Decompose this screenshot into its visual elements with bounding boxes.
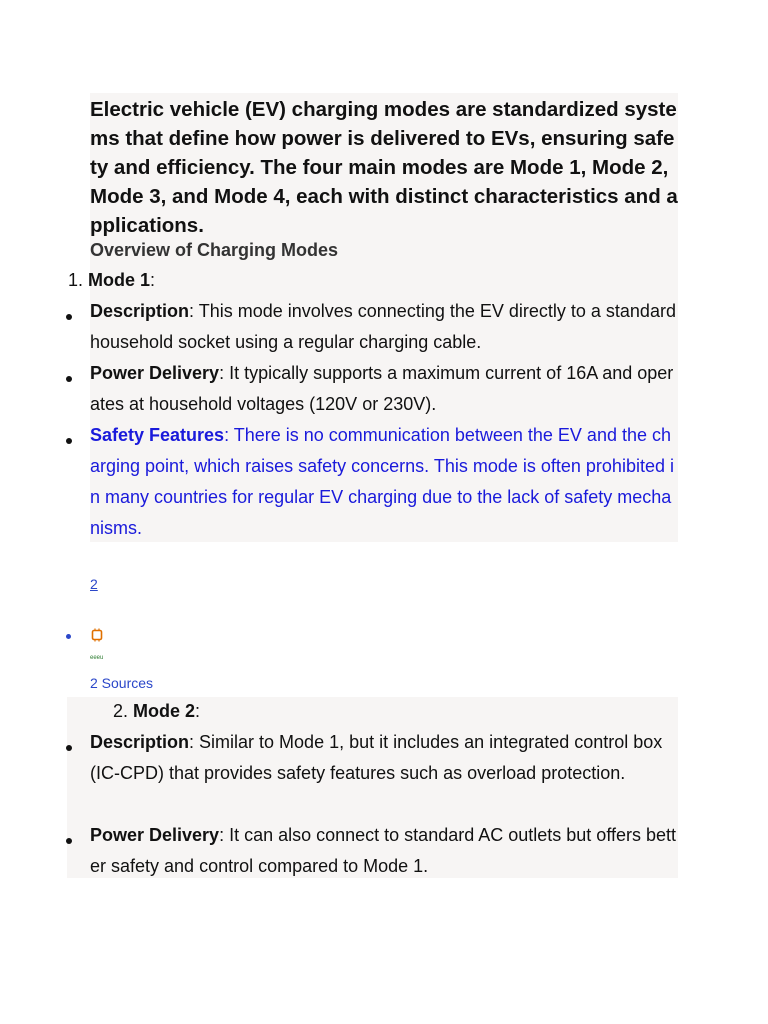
mode2-power-text: : It can also connect to standard AC outlets but offers better safety and control compared to Mode 1.	[90, 825, 677, 876]
bullet-icon	[66, 438, 72, 444]
mode2-heading	[113, 696, 200, 727]
sources-link[interactable]: 2 Sources	[90, 675, 154, 691]
chip-icon[interactable]	[90, 628, 104, 642]
mode1-safety-label: Safety Features	[90, 425, 225, 445]
mode1-safety-features	[90, 420, 674, 544]
mode2-description	[90, 727, 678, 789]
source-tiny-label: eeeu	[90, 655, 104, 661]
mode1-description	[90, 296, 678, 358]
overview-heading: Overview of Charging Modes	[90, 240, 339, 260]
mode1-description-label: Description	[90, 301, 190, 321]
bullet-icon	[66, 314, 72, 320]
mode2-power-label: Power Delivery	[90, 825, 220, 845]
mode1-safety-text: : There is no communication between the EV and the charging point, which raises safety concerns. This mode is often prohibited in many countries for regular EV charging due to the lack of safety mechanisms.	[90, 425, 674, 538]
mode1-power-label: Power Delivery	[90, 363, 220, 383]
mode2-colon: :	[195, 701, 201, 721]
mode2-number: 2.	[113, 701, 129, 721]
bullet-icon	[66, 376, 72, 382]
mode1-number: 1.	[68, 270, 84, 290]
bullet-icon	[66, 634, 71, 639]
mode1-description-text: : This mode involves connecting the EV directly to a standard household socket using a regular charging cable.	[90, 301, 676, 352]
mode1-power-delivery	[90, 358, 678, 420]
intro-paragraph: Electric vehicle (EV) charging modes are standardized systems that define how power is delivered to EVs, ensuring safety and efficiency. The four main modes are Mode 1, Mode 2, Mode 3, and Mode 4, each with distinct characteristics and applications.	[90, 98, 678, 237]
mode1-colon: :	[150, 270, 156, 290]
mode2-title: Mode 2	[133, 701, 196, 721]
mode1-title: Mode 1	[88, 270, 151, 290]
mode1-heading	[68, 265, 155, 296]
mode2-power-delivery	[90, 820, 678, 882]
mode2-description-text: : Similar to Mode 1, but it includes an integrated control box (IC-CPD) that provides safety features such as overload protection.	[90, 732, 663, 783]
citation-count-link[interactable]: 2	[90, 576, 98, 592]
bullet-icon	[66, 838, 72, 844]
bullet-icon	[66, 745, 72, 751]
mode2-description-label: Description	[90, 732, 190, 752]
mode1-power-text: : It typically supports a maximum current of 16A and operates at household voltages (120V or 230V).	[90, 363, 674, 414]
